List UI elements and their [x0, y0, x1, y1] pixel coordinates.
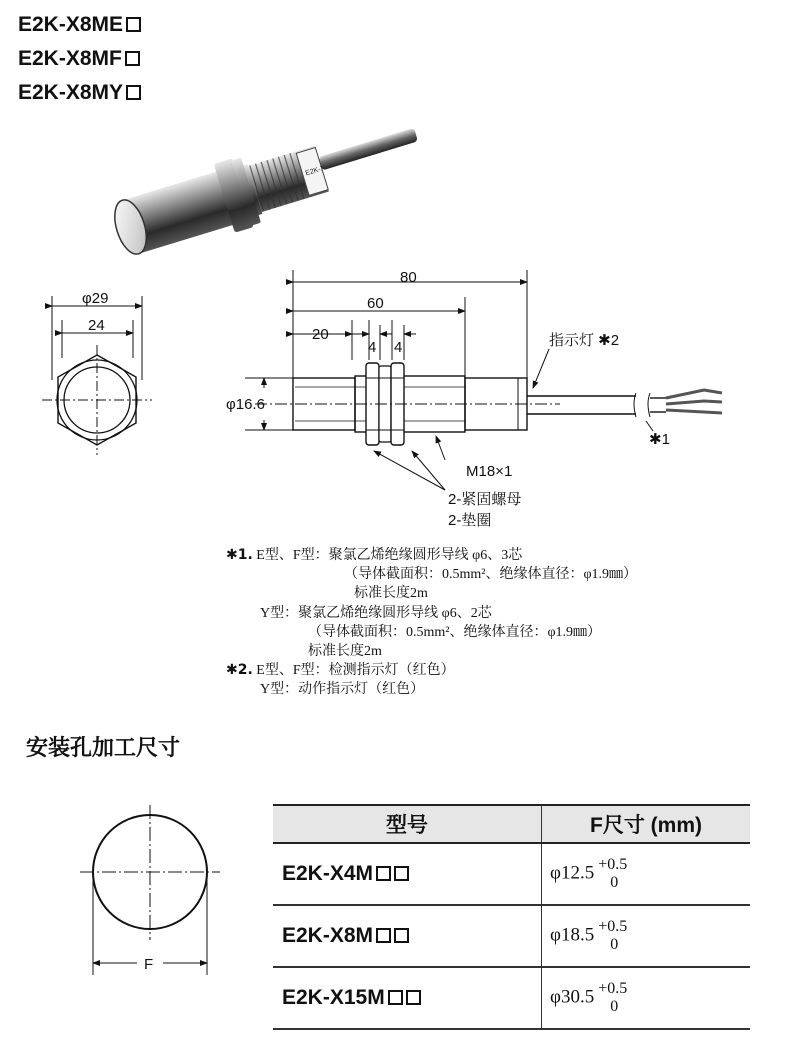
note-line: 标准长度2m [308, 644, 382, 660]
model-title: E2K-X8ME [18, 8, 141, 42]
thread-label: M18×1 [466, 463, 513, 480]
section-title: 安装孔加工尺寸 [26, 735, 181, 760]
table-header-row [273, 805, 750, 843]
placeholder-box-icon [388, 990, 403, 1005]
header-f-size: F尺寸 (mm) [542, 805, 751, 843]
model-title: E2K-X8MF [18, 42, 141, 76]
model-cell: E2K-X8M [273, 905, 542, 967]
placeholder-box-icon [376, 928, 391, 943]
mount-table [273, 804, 750, 1030]
model-title: E2K-X8MY [18, 76, 141, 110]
indicator-label: 指示灯 ✱2 [549, 332, 620, 349]
note1-reference: ✱1 [649, 431, 670, 448]
placeholder-box-icon [126, 85, 141, 100]
placeholder-box-icon [125, 51, 140, 66]
dim-20: 20 [312, 326, 329, 343]
dim-80: 80 [400, 269, 417, 286]
table-row [273, 843, 750, 905]
note-line: Y型：动作指示灯（红色） [260, 682, 425, 698]
table-row [273, 967, 750, 1029]
note-line: Y型：聚氯乙烯绝缘圆形导线 φ6、2芯 [260, 605, 492, 621]
note-line: 标准长度2m [354, 586, 428, 602]
dim-4: 4 [368, 339, 377, 356]
cable-shape [318, 128, 418, 170]
dim-4: 4 [394, 339, 403, 356]
note-line: （导体截面积：0.5mm²、绝缘体直径：φ1.9㎜） [344, 567, 638, 583]
dim-phi16-6: φ16.6 [226, 396, 265, 413]
f-size-cell: φ30.5 +0.5 0 [542, 967, 751, 1029]
placeholder-box-icon [394, 928, 409, 943]
placeholder-box-icon [376, 866, 391, 881]
sensor-print-text: E2K-X [304, 164, 327, 178]
dim-60: 60 [367, 295, 384, 312]
model-cell: E2K-X4M [273, 843, 542, 905]
washer-label: 2-垫圈 [448, 512, 492, 529]
model-cell: E2K-X15M [273, 967, 542, 1029]
notes-block [226, 546, 637, 700]
placeholder-box-icon [126, 17, 141, 32]
model-list [18, 8, 141, 110]
placeholder-box-icon [394, 866, 409, 881]
dim-phi29: φ29 [82, 290, 109, 307]
header-model: 型号 [273, 805, 542, 843]
f-label: F [144, 956, 154, 973]
table-row [273, 905, 750, 967]
note-line: ✱2. E型、F型：检测指示灯（红色） [226, 662, 455, 679]
placeholder-box-icon [406, 990, 421, 1005]
mount-hole-drawing [70, 800, 240, 980]
dimension-drawing [0, 265, 790, 535]
dim-24: 24 [88, 317, 105, 334]
f-size-cell: φ12.5 +0.5 0 [542, 843, 751, 905]
sensor-illustration [95, 128, 435, 258]
nut-label: 2-紧固螺母 [448, 491, 522, 508]
note-line: ✱1. E型、F型：聚氯乙烯绝缘圆形导线 φ6、3芯 [226, 547, 523, 563]
f-size-cell: φ18.5 +0.5 0 [542, 905, 751, 967]
note-line: （导体截面积：0.5mm²、绝缘体直径：φ1.9㎜） [308, 624, 602, 640]
